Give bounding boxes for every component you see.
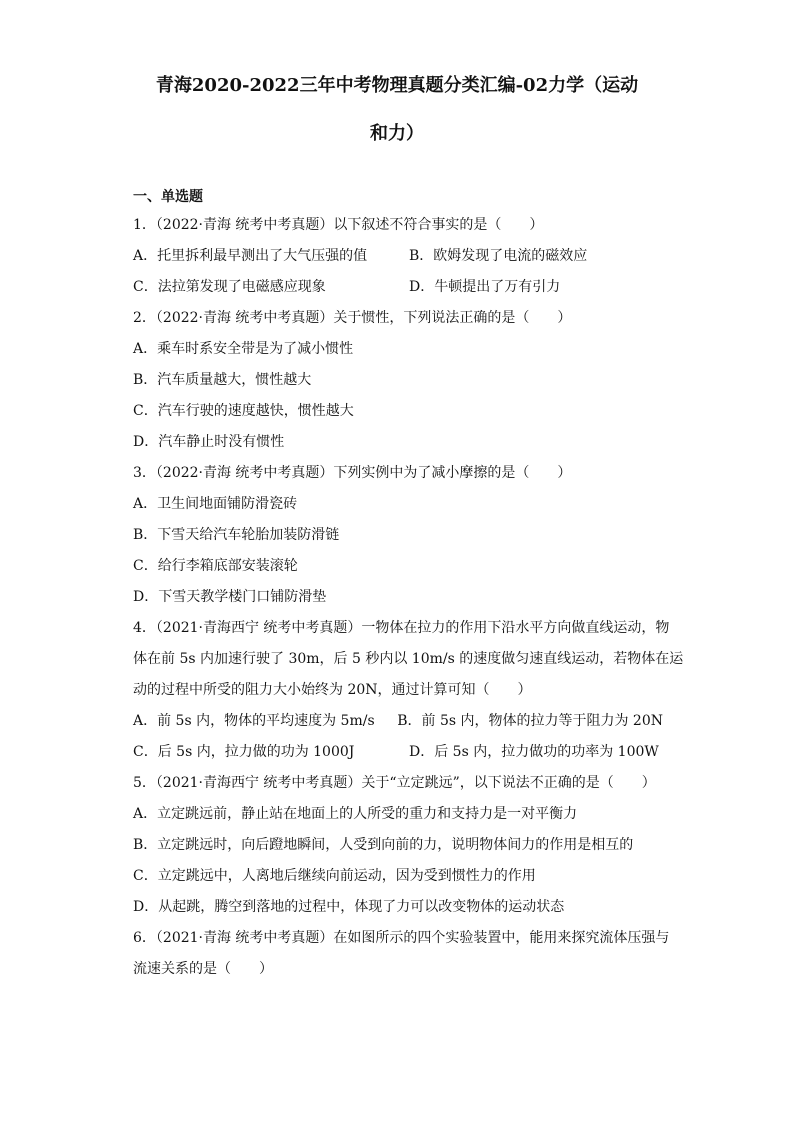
question-3-option-a: A．卫生间地面铺防滑瓷砖 [133,496,298,512]
question-1-options-row-2 [133,272,663,303]
question-1-stem: 1．（2022·青海 统考中考真题）以下叙述不符合事实的是（ ） [133,217,544,233]
question-2-option-d: D．汽车静止时没有惯性 [133,434,285,450]
question-5-option-d: D．从起跳，腾空到落地的过程中，体现了力可以改变物体的运动状态 [133,899,565,915]
question-2-option-b: B．汽车质量越大，惯性越大 [133,372,312,388]
question-1-options-row-1 [133,241,663,272]
question-6-stem-line-1: 6．（2021·青海 统考中考真题）在如图所示的四个实验装置中，能用来探究流体压强与 [133,930,670,946]
question-6-stem-line-2: 流速关系的是（ ） [133,961,273,977]
title-line-2: 和力） [370,123,424,144]
title-line-1: 青海2020-2022三年中考物理真题分类汇编-02力学（运动 [155,75,639,96]
question-4-options-row-1 [133,706,663,737]
question-5-option-b: B．立定跳远时，向后蹬地瞬间，人受到向前的力，说明物体间力的作用是相互的 [133,837,634,853]
question-5-stem: 5．（2021·青海西宁 统考中考真题）关于“立定跳远”，以下说法不正确的是（ ） [133,775,656,791]
question-1-option-c: C．法拉第发现了电磁感应现象 [133,279,326,295]
document-title [60,62,734,158]
question-4-stem-line-2: 体在前 5s 内加速行驶了 30m，后 5 秒内以 10m/s 的速度做匀速直线运动，若物体在运 [133,651,684,667]
section-heading: 一、单选题 [133,189,203,205]
question-4-option-d: D．后 5s 内，拉力做功的功率为 100W [409,744,659,760]
question-list [133,210,684,985]
question-4-options-row-2 [133,737,663,768]
question-1-option-d: D．牛顿提出了万有引力 [409,279,561,295]
question-4-option-c: C．后 5s 内，拉力做的功为 1000J [133,744,355,760]
question-4-option-a: A．前 5s 内，物体的平均速度为 5m/s [133,713,375,729]
question-5-option-c: C．立定跳远中，人离地后继续向前运动，因为受到惯性力的作用 [133,868,536,884]
question-2-option-a: A．乘车时系安全带是为了减小惯性 [133,341,354,357]
question-2-option-c: C．汽车行驶的速度越快，惯性越大 [133,403,354,419]
question-4-stem-line-3: 动的过程中所受的阻力大小始终为 20N，通过计算可知（ ） [133,682,532,698]
question-1-option-a: A．托里拆利最早测出了大气压强的值 [133,248,368,264]
question-1-option-b: B．欧姆发现了电流的磁效应 [409,248,588,264]
question-3-option-b: B．下雪天给汽车轮胎加装防滑链 [133,527,340,543]
question-3-stem: 3．（2022·青海 统考中考真题）下列实例中为了减小摩擦的是（ ） [133,465,572,481]
question-3-option-d: D．下雪天教学楼门口铺防滑垫 [133,589,327,605]
question-2-stem: 2．（2022·青海 统考中考真题）关于惯性，下列说法正确的是（ ） [133,310,572,326]
question-4-option-b: B．前 5s 内，物体的拉力等于阻力为 20N [397,713,663,729]
question-4-stem-line-1: 4．（2021·青海西宁 统考中考真题）一物体在拉力的作用下沿水平方向做直线运动，物 [133,620,670,636]
question-3-option-c: C．给行李箱底部安装滚轮 [133,558,298,574]
question-5-option-a: A．立定跳远前，静止站在地面上的人所受的重力和支持力是一对平衡力 [133,806,578,822]
